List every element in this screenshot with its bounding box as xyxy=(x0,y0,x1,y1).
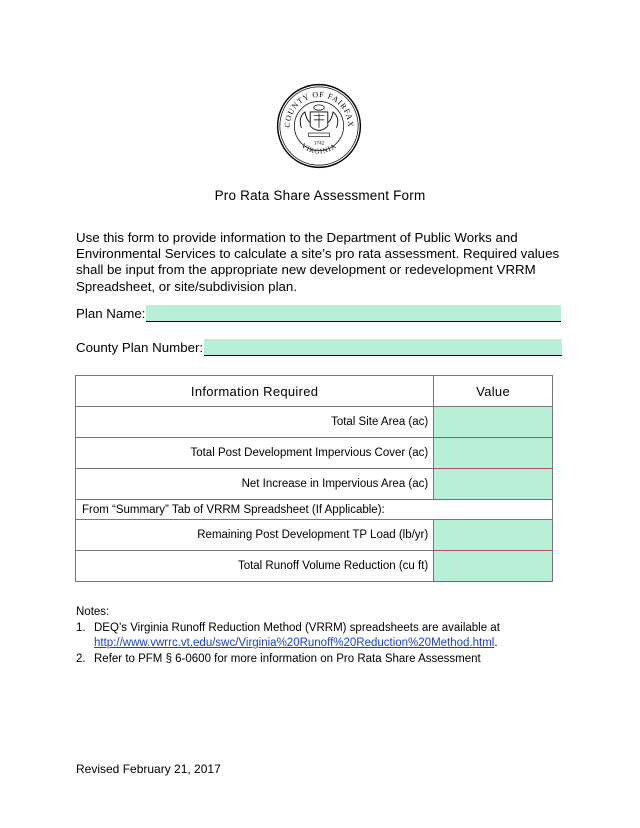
notes-section xyxy=(76,605,546,667)
county-plan-row xyxy=(76,339,562,356)
table-row xyxy=(76,551,553,582)
table-row xyxy=(76,407,553,438)
svg-text:VIRGINIA: VIRGINIA xyxy=(299,141,339,156)
information-table xyxy=(75,375,553,582)
vrrm-spreadsheet-link[interactable]: http://www.vwrrc.vt.edu/swc/Virginia%20Runoff%20Reduction%20Method.html xyxy=(94,637,495,650)
header-information-required: Information Required xyxy=(76,376,434,407)
note-number: 1. xyxy=(76,621,86,634)
plan-name-label: Plan Name: xyxy=(76,306,146,321)
row-label-net-increase-impervious: Net Increase in Impervious Area (ac) xyxy=(76,469,434,500)
intro-paragraph: Use this form to provide information to the Department of Public Works and Environmental Services to calculate a site’s pro rata assessment. Required values shall be input from the appropriate new development or redevelopment VRRM Spreadsheet, or site/subdivision plan. xyxy=(76,230,560,294)
notes-heading: Notes: xyxy=(76,606,110,618)
table-row xyxy=(76,520,553,551)
table-header-row xyxy=(76,376,553,407)
note-2-text: Refer to PFM § 6-0600 for more information on Pro Rata Share Assessment xyxy=(94,652,481,665)
row-label-remaining-tp-load: Remaining Post Development TP Load (lb/yr) xyxy=(76,520,434,551)
note-1-text: DEQ’s Virginia Runoff Reduction Method (VRRM) spreadsheets are available at xyxy=(94,621,500,634)
county-seal-logo xyxy=(275,82,363,170)
total-post-dev-impervious-input[interactable] xyxy=(434,438,553,469)
list-item xyxy=(76,621,546,652)
row-label-total-runoff-volume-reduction: Total Runoff Volume Reduction (cu ft) xyxy=(76,551,434,582)
total-site-area-input[interactable] xyxy=(434,407,553,438)
revision-date: Revised February 21, 2017 xyxy=(76,762,221,776)
county-plan-number-label: County Plan Number: xyxy=(76,340,204,355)
notes-list xyxy=(76,621,546,668)
svg-text:COUNTY OF FAIRFAX: COUNTY OF FAIRFAX xyxy=(282,89,356,128)
form-title: Pro Rata Share Assessment Form xyxy=(214,188,426,203)
table-section-row xyxy=(76,500,553,520)
note-number: 2. xyxy=(76,652,86,665)
plan-name-row xyxy=(76,305,561,322)
note-text xyxy=(94,621,546,652)
list-item xyxy=(76,652,546,668)
row-label-total-post-dev-impervious: Total Post Development Impervious Cover (ac) xyxy=(76,438,434,469)
summary-tab-note: From “Summary” Tab of VRRM Spreadsheet (If Applicable): xyxy=(76,500,553,520)
note-1-suffix: . xyxy=(494,637,498,650)
table-row xyxy=(76,438,553,469)
remaining-tp-load-input[interactable] xyxy=(434,520,553,551)
table-row xyxy=(76,469,553,500)
plan-name-field[interactable] xyxy=(146,305,561,322)
county-plan-number-field[interactable] xyxy=(204,339,562,356)
header-value: Value xyxy=(434,376,553,407)
total-runoff-volume-reduction-input[interactable] xyxy=(434,551,553,582)
net-increase-impervious-input[interactable] xyxy=(434,469,553,500)
row-label-total-site-area: Total Site Area (ac) xyxy=(76,407,434,438)
svg-text:1742: 1742 xyxy=(313,140,325,147)
